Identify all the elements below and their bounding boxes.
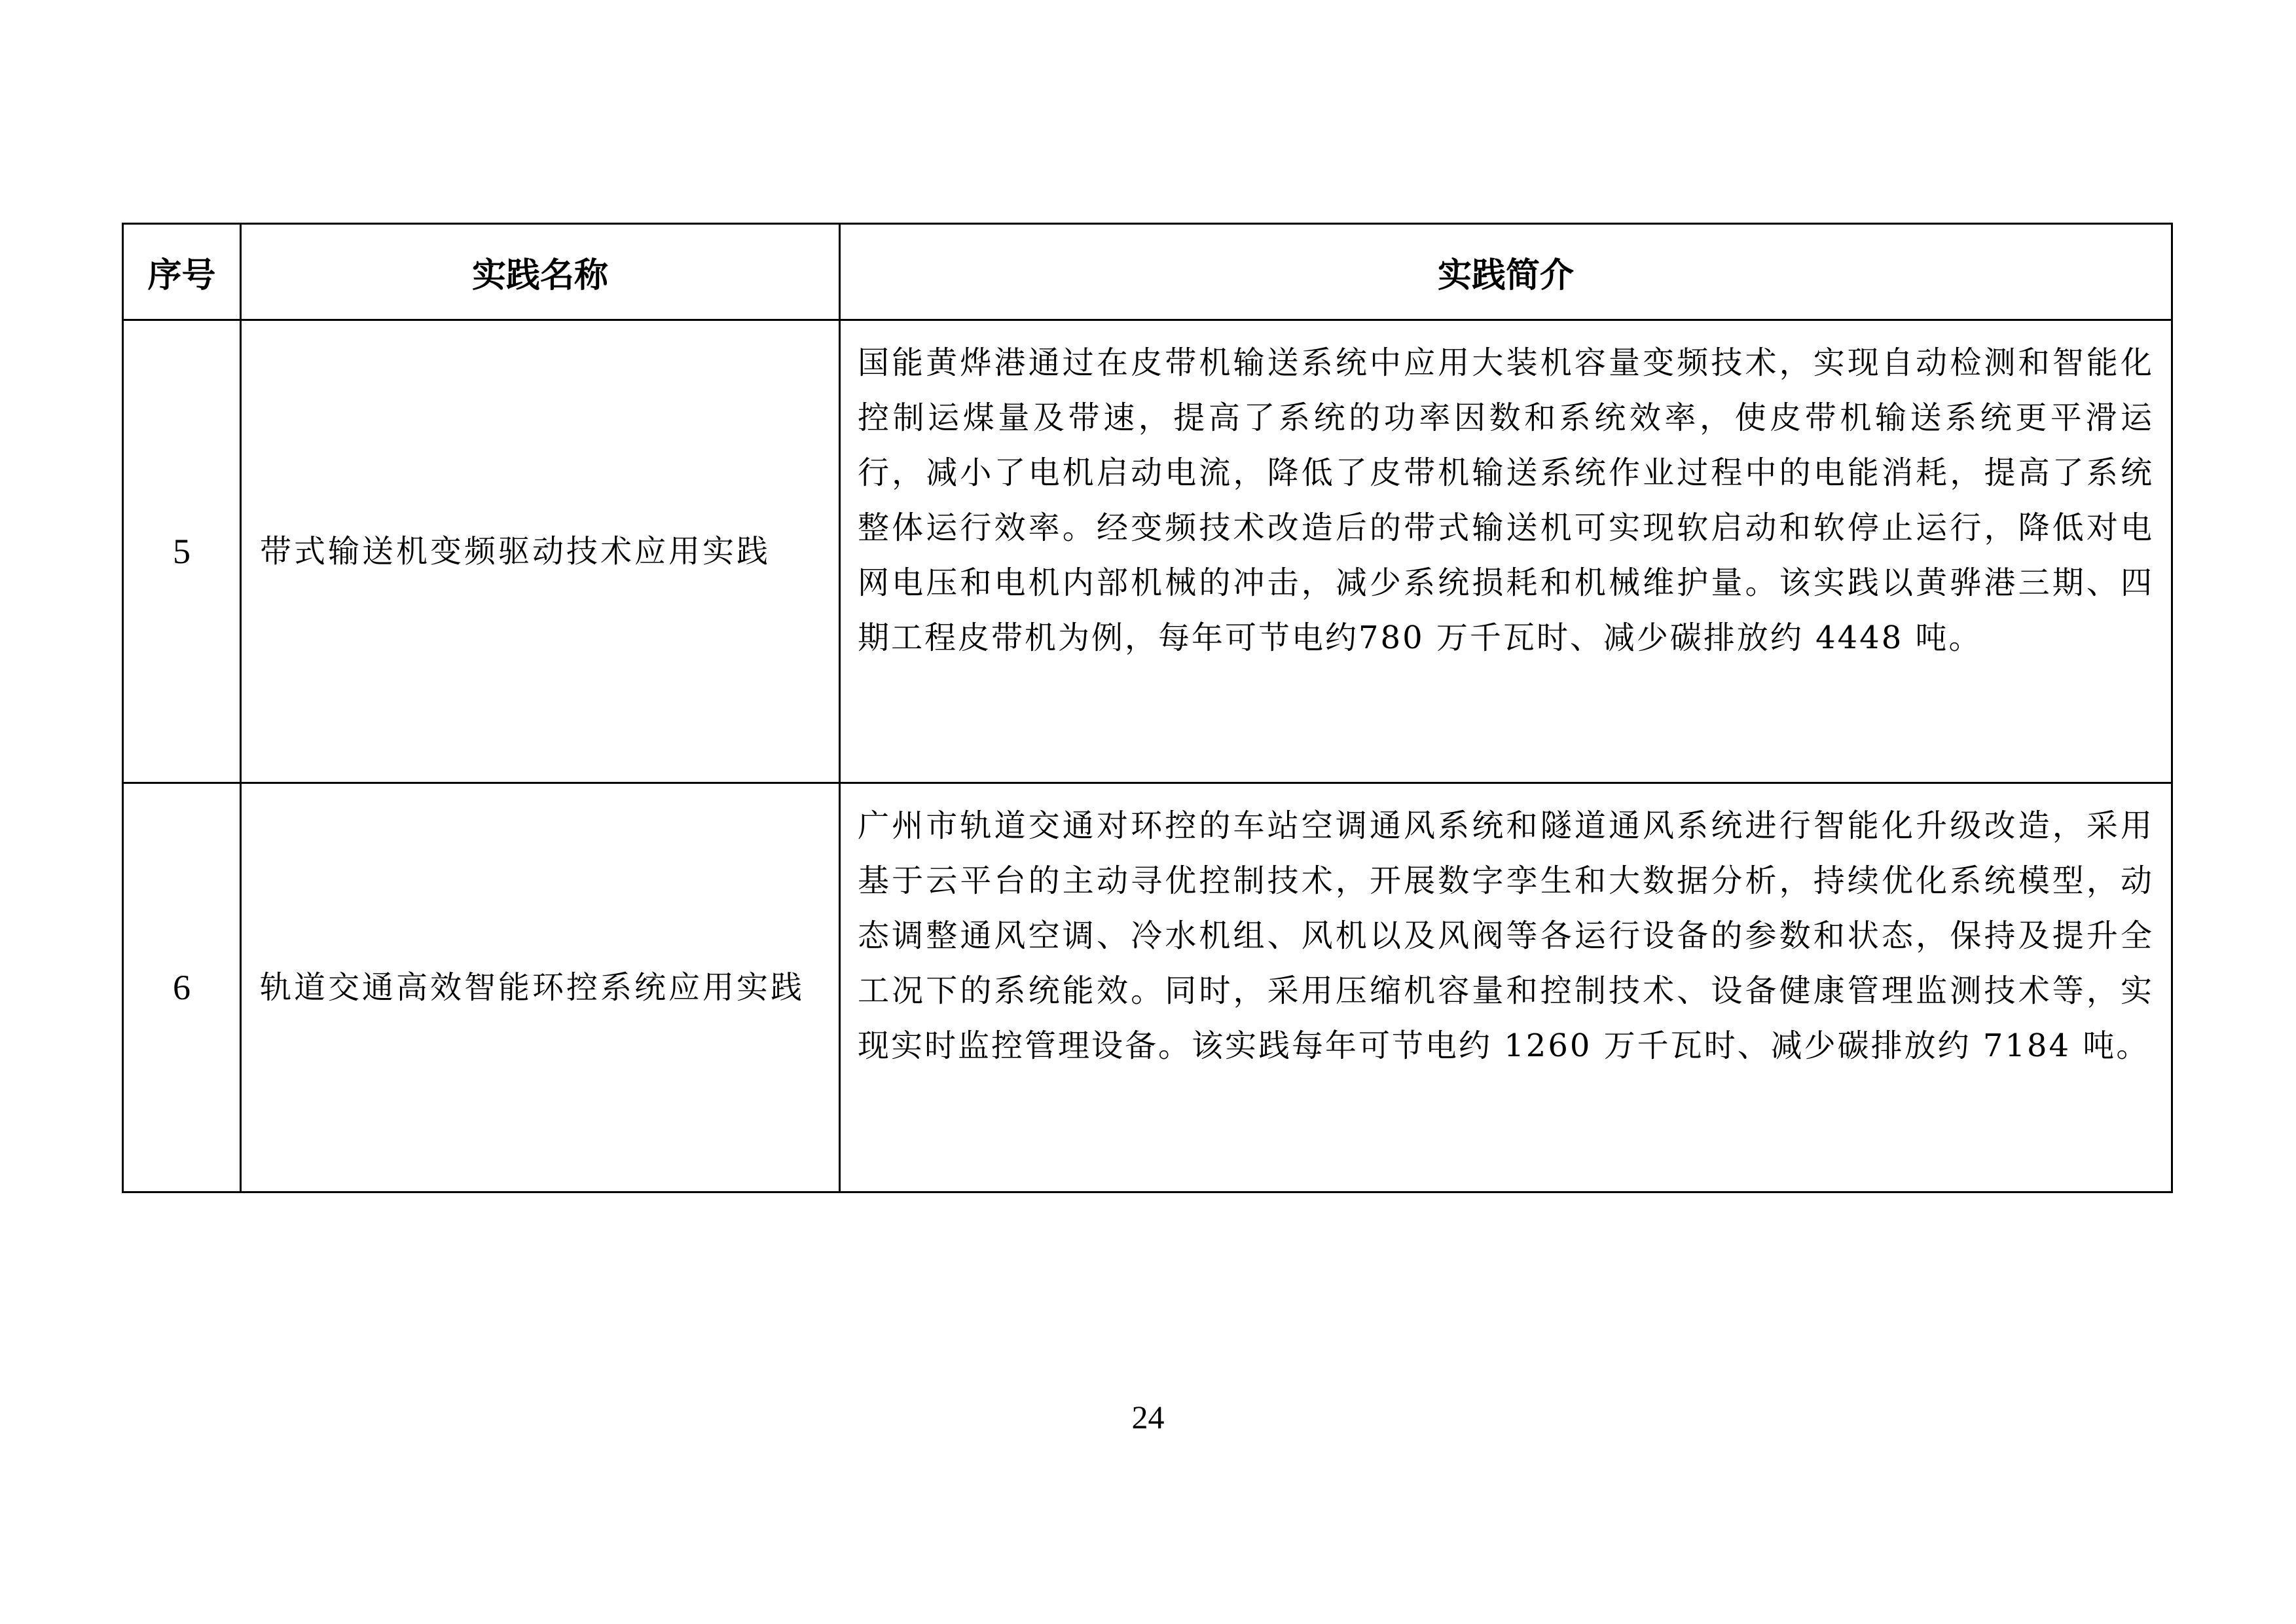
- header-description: 实践简介: [840, 224, 2172, 320]
- table-header: [123, 224, 2172, 320]
- practice-table: [122, 223, 2173, 1193]
- row-number: 5: [123, 320, 241, 783]
- row-number: 6: [123, 783, 241, 1192]
- table-row: [123, 320, 2172, 783]
- practice-description: 国能黄烨港通过在皮带机输送系统中应用大装机容量变频技术，实现自动检测和智能化控制运煤量及带速，提高了系统的功率因数和系统效率，使皮带机输送系统更平滑运行，减小了电机启动电流，降低了皮带机输送系统作业过程中的电能消耗，提高了系统整体运行效率。经变频技术改造后的带式输送机可实现软启动和软停止运行，降低对电网电压和电机内部机械的冲击，减少系统损耗和机械维护量。该实践以黄骅港三期、四期工程皮带机为例，每年可节电约780 万千瓦时、减少碳排放约 4448 吨。: [840, 320, 2172, 783]
- practice-description: 广州市轨道交通对环控的车站空调通风系统和隧道通风系统进行智能化升级改造，采用基于云平台的主动寻优控制技术，开展数字孪生和大数据分析，持续优化系统模型，动态调整通风空调、冷水机组、风机以及风阀等各运行设备的参数和状态，保持及提升全工况下的系统能效。同时，采用压缩机容量和控制技术、设备健康管理监测技术等，实现实时监控管理设备。该实践每年可节电约 1260 万千瓦时、减少碳排放约 7184 吨。: [840, 783, 2172, 1192]
- practice-name: 带式输送机变频驱动技术应用实践: [241, 320, 840, 783]
- header-number: 序号: [123, 224, 241, 320]
- table-body: [123, 320, 2172, 1192]
- table-row: [123, 783, 2172, 1192]
- header-name: 实践名称: [241, 224, 840, 320]
- header-row: [123, 224, 2172, 320]
- practice-name: 轨道交通高效智能环控系统应用实践: [241, 783, 840, 1192]
- page-number: 24: [1131, 1399, 1165, 1435]
